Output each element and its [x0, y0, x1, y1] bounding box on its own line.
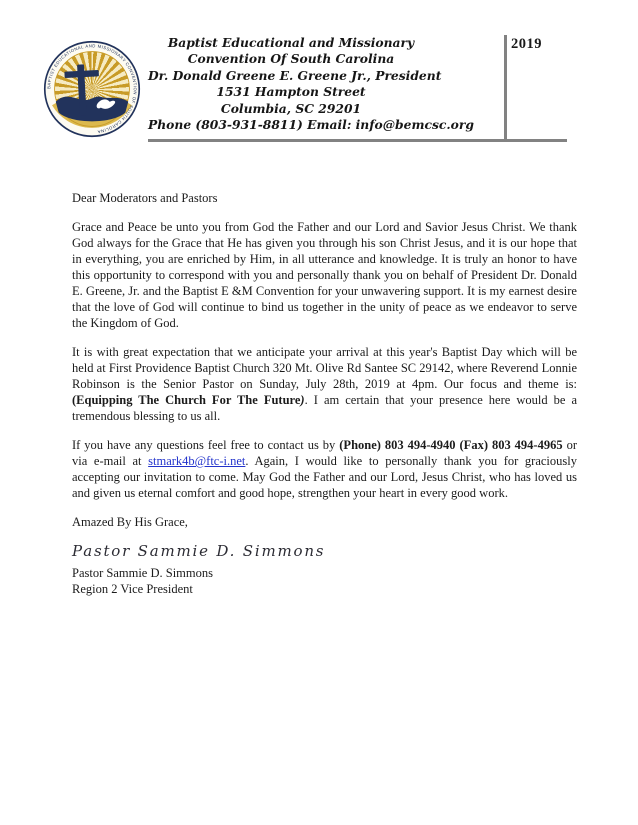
org-name-line2: Convention Of South Carolina [187, 51, 395, 67]
president-line: Dr. Donald Greene E. Greene Jr., President [148, 67, 442, 83]
text-segment: . Again, I would like to personally thank you for graciously accepting our invitation to come. May God the Father and our Lord, Jesus Christ, who has loved us and given us eternal comfort and good hope, strengthen your heart in every good work. [72, 454, 577, 500]
text-segment: . I am certain that your presence here would be a tremendous blessing to us all. [72, 393, 577, 423]
letterhead-divider [148, 139, 567, 142]
signer-name: Pastor Sammie D. Simmons [72, 566, 213, 580]
text-segment: (Phone) 803 494-4940 (Fax) 803 494-4965 [339, 438, 563, 452]
text-segment: or via e-mail at [72, 438, 577, 468]
paragraph [72, 344, 577, 424]
salutation: Dear Moderators and Pastors [72, 191, 218, 205]
text-segment: Grace and Peace be unto you from God the Father and our Lord and Savior Jesus Christ. We thank God always for the Grace that He has given you through his son Christ Jesus, and it is our hope that in everything, you are enriched by Him, in all utterance and knowledge. It is truly an honor to have this opportunity to correspond with you and personally thank you on behalf of President Dr. Donald E. Greene, Jr. and the Baptist E &M Convention for your unwavering support. It is my earnest desire that the love of God will continue to bind us together in the unity of peace as we endeavor to serve the Kingdom of God. [72, 220, 577, 330]
convention-seal-logo [43, 39, 141, 139]
seal-ring-text: BAPTIST EDUCATIONAL AND MISSIONARY CONVENTION OF SOUTH CAROLINA [46, 43, 138, 135]
handwritten-signature: Pastor Sammie D. Simmons [72, 542, 326, 560]
letter-content [72, 190, 577, 597]
text-segment: (Equipping The Church For The Future [72, 393, 301, 407]
text-segment: If you have any questions feel free to contact us by [72, 438, 340, 452]
address-line1: 1531 Hampton Street [216, 84, 366, 100]
text-segment: It is with great expectation that we anticipate your arrival at this year's Baptist Day which will be held at First Providence Baptist Church 320 Mt. Olive Rd Santee SC 29142, where Reverend Lonnie Robinson is the Senior Pastor on Sunday, July 28th, 2019 at 4pm. Our focus and theme is: [72, 345, 577, 391]
seal-graphic [43, 39, 141, 139]
year-badge: 2019 [511, 36, 542, 52]
email-link[interactable]: stmark4b@ftc-i.net [148, 454, 246, 468]
closing-line: Amazed By His Grace, [72, 515, 188, 529]
contact-line: Phone (803-931-8811) Email: info@bemcsc.org [148, 117, 474, 133]
org-name-line1: Baptist Educational and Missionary [167, 35, 415, 50]
paragraph [72, 437, 577, 501]
signer-title: Region 2 Vice President [72, 582, 193, 596]
vertical-divider [504, 35, 507, 141]
paragraph [72, 219, 577, 331]
letterhead-text [148, 35, 474, 133]
address-line2: Columbia, SC 29201 [220, 100, 362, 116]
text-segment: ) [300, 393, 305, 407]
